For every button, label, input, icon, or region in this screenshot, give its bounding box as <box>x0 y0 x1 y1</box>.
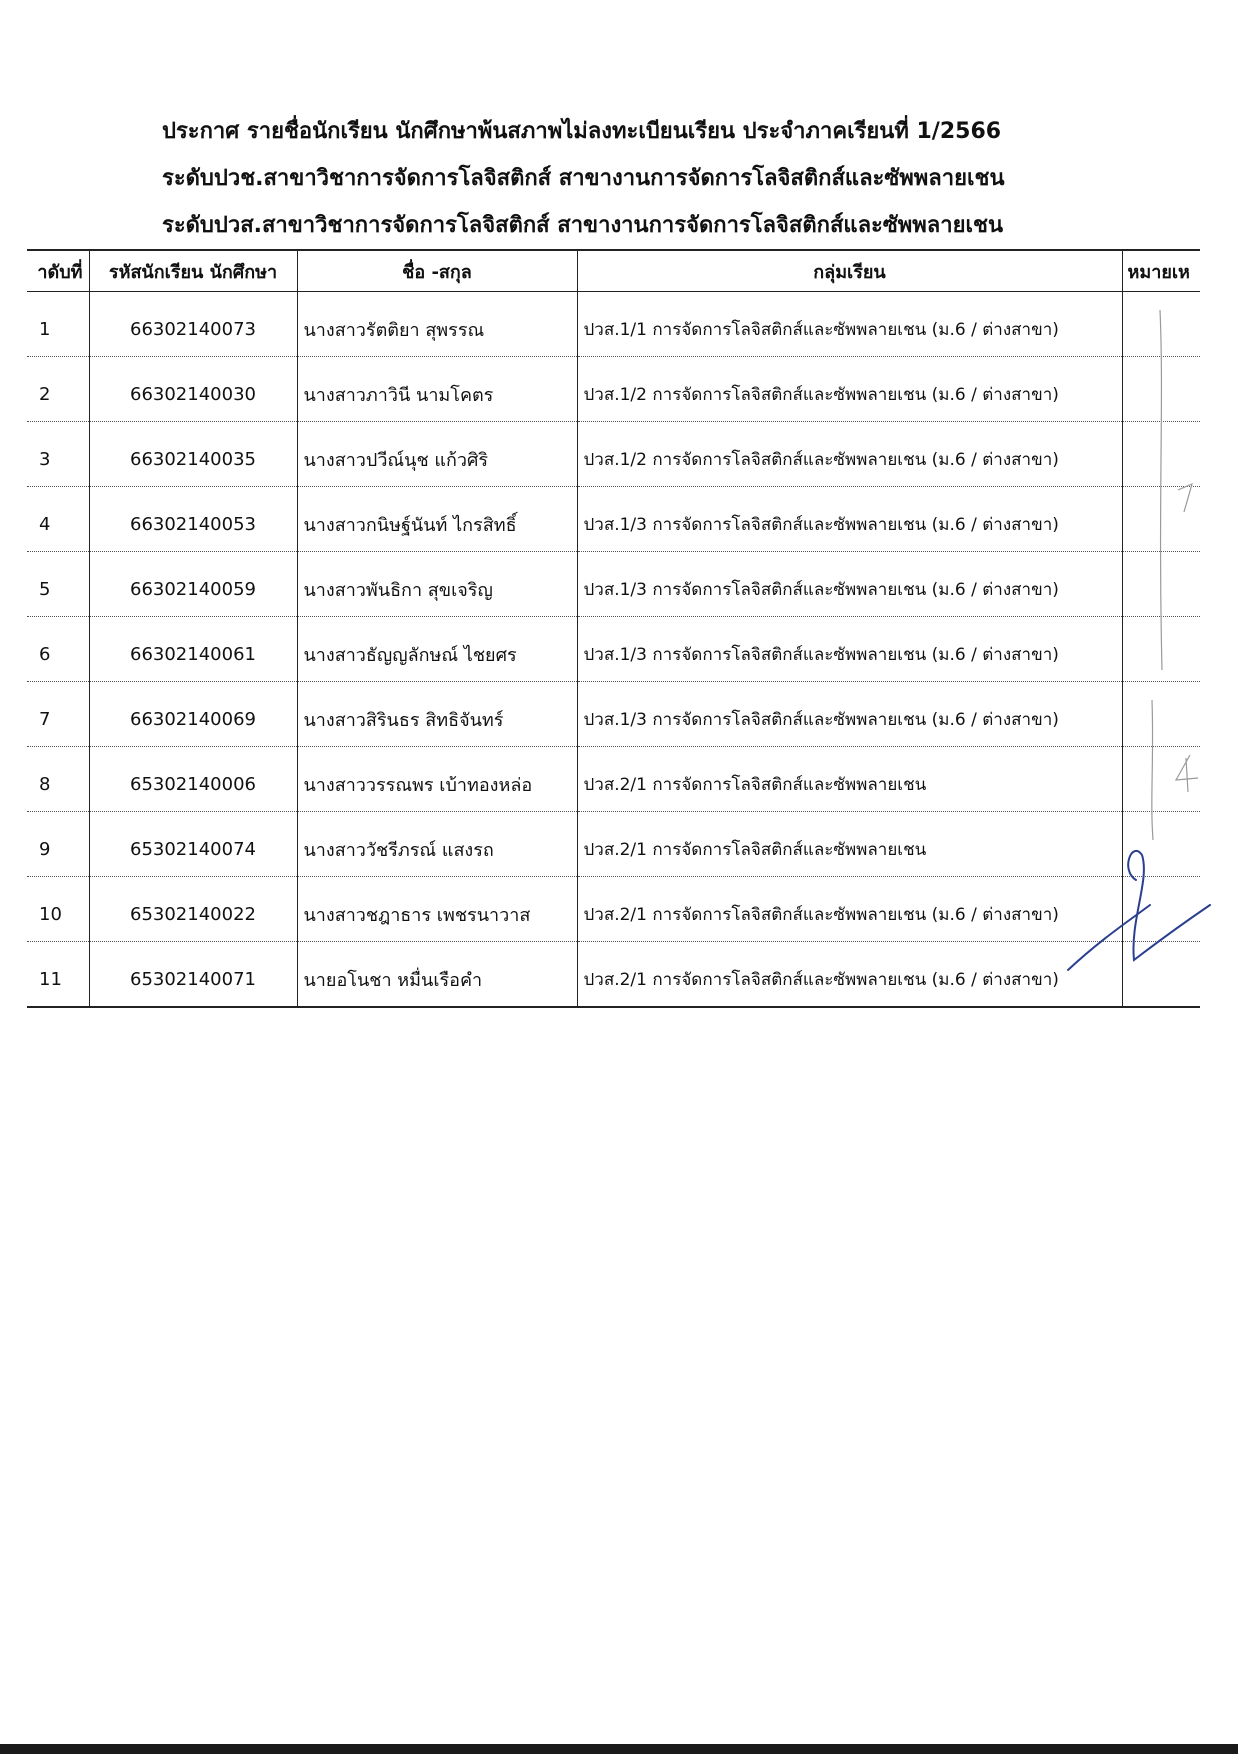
announcement-title: ประกาศ รายชื่อนักเรียน นักศึกษาพ้นสภาพไม่ลงทะเบียนเรียน ประจำภาคเรียนที่ 1/2566 <box>162 119 1002 144</box>
row-full-name: นางสาวภาวินี นามโคตร <box>297 357 577 422</box>
row-order-number: 1 <box>27 292 89 357</box>
row-order-number: 3 <box>27 422 89 487</box>
row-student-id: 65302140074 <box>89 812 297 877</box>
table-row <box>27 357 1200 422</box>
row-student-id: 66302140059 <box>89 552 297 617</box>
row-full-name: นางสาวปวีณ์นุช แก้วศิริ <box>297 422 577 487</box>
table-row <box>27 422 1200 487</box>
table-row <box>27 552 1200 617</box>
row-order-number: 2 <box>27 357 89 422</box>
row-class-group: ปวส.2/1 การจัดการโลจิสติกส์และซัพพลายเชน <box>577 747 1122 812</box>
row-student-id: 66302140061 <box>89 617 297 682</box>
table-row <box>27 942 1200 1008</box>
row-full-name: นางสาวพันธิกา สุขเจริญ <box>297 552 577 617</box>
table-row <box>27 617 1200 682</box>
table-row <box>27 487 1200 552</box>
row-student-id: 66302140069 <box>89 682 297 747</box>
row-full-name: นางสาวรัตติยา สุพรรณ <box>297 292 577 357</box>
row-class-group: ปวส.2/1 การจัดการโลจิสติกส์และซัพพลายเชน <box>577 812 1122 877</box>
table-row <box>27 812 1200 877</box>
row-class-group: ปวส.1/3 การจัดการโลจิสติกส์และซัพพลายเชน (ม.6 / ต่างสาขา) <box>577 617 1122 682</box>
row-full-name: นางสาวกนิษฐ์นันท์ ไกรสิทธิ์ <box>297 487 577 552</box>
row-class-group: ปวส.1/3 การจัดการโลจิสติกส์และซัพพลายเชน (ม.6 / ต่างสาขา) <box>577 552 1122 617</box>
row-class-group: ปวส.2/1 การจัดการโลจิสติกส์และซัพพลายเชน (ม.6 / ต่างสาขา) <box>577 942 1122 1008</box>
row-order-number: 4 <box>27 487 89 552</box>
row-order-number: 8 <box>27 747 89 812</box>
row-full-name: นางสาวชฎาธาร เพชรนาวาส <box>297 877 577 942</box>
header-order-number: าดับที่ <box>27 250 89 292</box>
high-vocational-certificate-subtitle: ระดับปวส.สาขาวิชาการจัดการโลจิสติกส์ สาขางานการจัดการโลจิสติกส์และซัพพลายเชน <box>162 213 1004 238</box>
row-student-id: 66302140035 <box>89 422 297 487</box>
row-class-group: ปวส.1/3 การจัดการโลจิสติกส์และซัพพลายเชน (ม.6 / ต่างสาขา) <box>577 487 1122 552</box>
row-class-group: ปวส.1/3 การจัดการโลจิสติกส์และซัพพลายเชน (ม.6 / ต่างสาขา) <box>577 682 1122 747</box>
table-row <box>27 292 1200 357</box>
row-class-group: ปวส.1/1 การจัดการโลจิสติกส์และซัพพลายเชน (ม.6 / ต่างสาขา) <box>577 292 1122 357</box>
row-student-id: 65302140022 <box>89 877 297 942</box>
header-full-name: ชื่อ -สกุล <box>297 250 577 292</box>
row-full-name: นางสาววรรณพร เบ้าทองหล่อ <box>297 747 577 812</box>
table-header-row <box>27 250 1200 292</box>
row-full-name: นางสาววัชรีภรณ์ แสงรถ <box>297 812 577 877</box>
header-student-id: รหัสนักเรียน นักศึกษา <box>89 250 297 292</box>
row-student-id: 65302140071 <box>89 942 297 1008</box>
row-full-name: นางสาวธัญญลักษณ์ ไชยศร <box>297 617 577 682</box>
row-full-name: นายอโนชา หมื่นเรือคำ <box>297 942 577 1008</box>
table-row <box>27 682 1200 747</box>
row-order-number: 10 <box>27 877 89 942</box>
row-order-number: 9 <box>27 812 89 877</box>
header-remark: หมายเห <box>1122 250 1200 292</box>
row-student-id: 65302140006 <box>89 747 297 812</box>
row-class-group: ปวส.1/2 การจัดการโลจิสติกส์และซัพพลายเชน (ม.6 / ต่างสาขา) <box>577 357 1122 422</box>
row-order-number: 5 <box>27 552 89 617</box>
row-student-id: 66302140073 <box>89 292 297 357</box>
row-order-number: 6 <box>27 617 89 682</box>
pencil-mark-icon <box>1152 310 1198 840</box>
scan-bottom-edge <box>0 1744 1238 1754</box>
row-order-number: 7 <box>27 682 89 747</box>
table-row <box>27 877 1200 942</box>
row-full-name: นางสาวสิรินธร สิทธิจันทร์ <box>297 682 577 747</box>
header-class-group: กลุ่มเรียน <box>577 250 1122 292</box>
row-class-group: ปวส.1/2 การจัดการโลจิสติกส์และซัพพลายเชน (ม.6 / ต่างสาขา) <box>577 422 1122 487</box>
table-row <box>27 747 1200 812</box>
student-roster-table <box>27 249 1200 1008</box>
vocational-certificate-subtitle: ระดับปวช.สาขาวิชาการจัดการโลจิสติกส์ สาขางานการจัดการโลจิสติกส์และซัพพลายเชน <box>162 166 1005 191</box>
row-student-id: 66302140053 <box>89 487 297 552</box>
ink-signature-stroke <box>1068 851 1210 970</box>
row-order-number: 11 <box>27 942 89 1008</box>
handwritten-signature-icon <box>1060 280 1220 1000</box>
row-student-id: 66302140030 <box>89 357 297 422</box>
row-class-group: ปวส.2/1 การจัดการโลจิสติกส์และซัพพลายเชน (ม.6 / ต่างสาขา) <box>577 877 1122 942</box>
